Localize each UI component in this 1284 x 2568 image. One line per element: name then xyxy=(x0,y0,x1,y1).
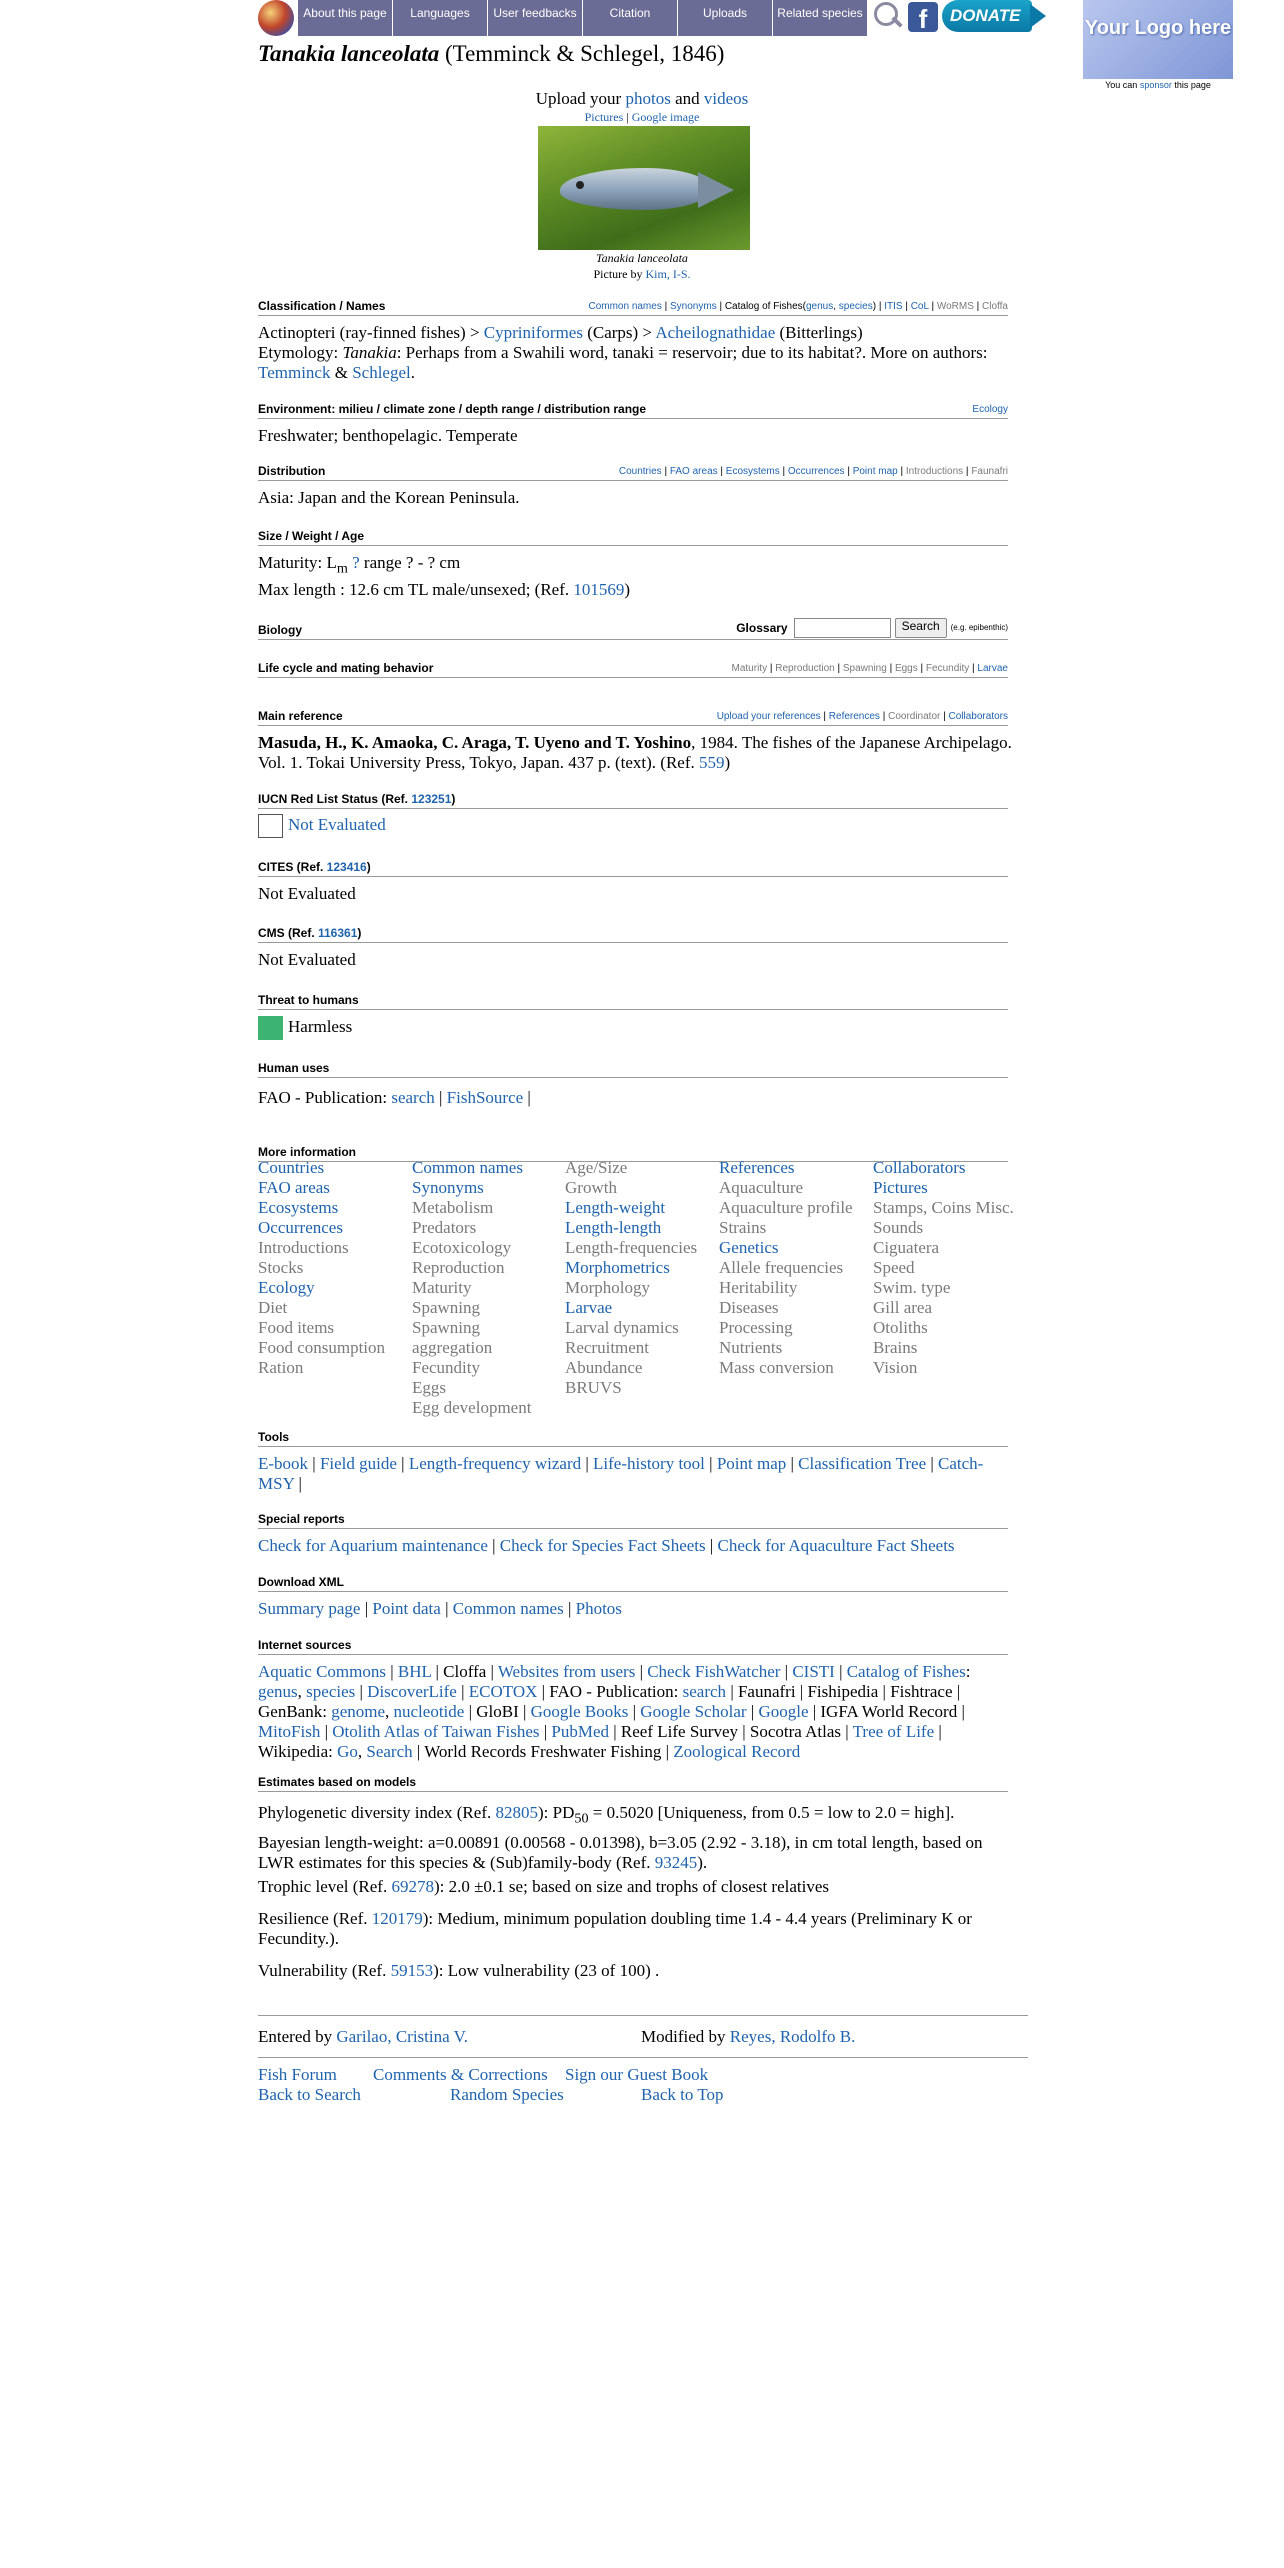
dist-point-map-link[interactable]: Point map xyxy=(852,466,898,477)
more-info-item: Metabolism xyxy=(412,1198,494,1217)
more-info-link[interactable]: Countries xyxy=(258,1158,325,1177)
resilience-ref-link[interactable]: 120179 xyxy=(371,1909,423,1928)
section-special-reports: Special reports xyxy=(258,1512,1008,1529)
section-internet-sources: Internet sources xyxy=(258,1638,1008,1655)
random-species-link[interactable]: Random Species xyxy=(450,2085,564,2104)
itis-link[interactable]: ITIS xyxy=(884,301,903,312)
more-info-item: Egg development xyxy=(412,1398,532,1417)
more-info-item: Speed xyxy=(873,1258,915,1277)
internet-source-text: | FAO - Publication: xyxy=(537,1682,683,1701)
estimate-bayesian: Bayesian length-weight: a=0.00891 (0.00568 - 0.01398), b=3.05 (2.92 - 3.18), in cm total length, based on LWR estimates for this species & (Sub)family-body (Ref. 93245). xyxy=(258,1833,983,1872)
more-info-item: Reproduction xyxy=(412,1258,505,1277)
photo-caption: Tanakia lanceolata Picture by Kim, I-S. xyxy=(593,251,691,281)
internet-source-link[interactable]: Google xyxy=(758,1702,809,1721)
aquaculture-check-link[interactable]: Check for Aquaculture Fact Sheets xyxy=(717,1536,955,1555)
internet-source-text: | xyxy=(320,1722,333,1741)
fao-search-link[interactable]: search xyxy=(391,1088,435,1107)
guest-book-link[interactable]: Sign our Guest Book xyxy=(565,2065,709,2084)
internet-source-link[interactable]: BHL xyxy=(397,1662,432,1681)
internet-source-link[interactable]: Google Books xyxy=(530,1702,629,1721)
more-info-item: Food consumption xyxy=(258,1338,386,1357)
tab-citation[interactable]: Citation xyxy=(583,0,678,36)
internet-sources-links xyxy=(258,1662,1028,1762)
aquarium-check-link[interactable]: Check for Aquarium maintenance xyxy=(258,1536,488,1555)
fishsource-link[interactable]: FishSource xyxy=(446,1088,524,1107)
more-info-item: Recruitment xyxy=(565,1338,650,1357)
more-info-item: Spawning xyxy=(412,1318,480,1337)
more-info-item: Heritability xyxy=(719,1278,798,1297)
more-info-item: Allele frequencies xyxy=(719,1258,844,1277)
internet-source-link[interactable]: Tree of Life xyxy=(852,1722,935,1741)
tab-user-feedbacks[interactable]: User feedbacks xyxy=(488,0,583,36)
search-icon[interactable] xyxy=(872,0,904,32)
back-to-search-link[interactable]: Back to Search xyxy=(258,2085,361,2104)
section-threat: Threat to humans xyxy=(258,993,1008,1010)
internet-source-text: | Reef Life Survey | Socotra Atlas | xyxy=(609,1722,853,1741)
internet-source-link[interactable]: MitoFish xyxy=(258,1722,321,1741)
more-info-column xyxy=(873,1158,1029,1378)
tool-point-map-link[interactable]: Point map xyxy=(716,1454,787,1473)
more-info-link[interactable]: Occurrences xyxy=(258,1218,343,1237)
internet-source-link[interactable]: Check FishWatcher xyxy=(647,1662,781,1681)
tool-field-guide-link[interactable]: Field guide xyxy=(319,1454,397,1473)
tool-life-history-link[interactable]: Life-history tool xyxy=(593,1454,705,1473)
fish-forum-link[interactable]: Fish Forum xyxy=(258,2065,337,2084)
trophic-ref-link[interactable]: 69278 xyxy=(391,1877,434,1896)
footer-divider-1 xyxy=(258,2015,1028,2016)
bay-ref-link[interactable]: 93245 xyxy=(654,1853,698,1872)
internet-source-link[interactable]: search xyxy=(682,1682,727,1701)
section-size: Size / Weight / Age xyxy=(258,529,1008,546)
xml-links: Summary page | Point data | Common names | Photos xyxy=(258,1599,622,1618)
more-info-item: Nutrients xyxy=(719,1338,783,1357)
more-info-item: Spawning xyxy=(412,1298,480,1317)
tools-links: E-book | Field guide | Length-frequency wizard | Life-history tool | Point map | Classification Tree | Catch- MSY | xyxy=(258,1454,984,1493)
upload-photos-link[interactable]: photos xyxy=(625,89,671,108)
author-temminck-link[interactable]: Temminck xyxy=(258,363,331,382)
internet-source-link[interactable]: PubMed xyxy=(551,1722,610,1741)
more-info-link[interactable]: Collaborators xyxy=(873,1158,966,1177)
more-info-item: Morphology xyxy=(565,1278,650,1297)
more-info-link[interactable]: Larvae xyxy=(565,1298,613,1317)
google-image-link[interactable]: Google image xyxy=(631,110,700,124)
ecology-link[interactable]: Ecology xyxy=(972,404,1008,415)
fishbase-globe-icon[interactable] xyxy=(258,0,294,36)
internet-source-text: | GloBI | xyxy=(464,1702,531,1721)
references-link[interactable]: References xyxy=(828,711,880,722)
maturity-link[interactable]: ? xyxy=(352,553,360,572)
internet-source-text: , xyxy=(357,1742,367,1761)
internet-source-text: | xyxy=(635,1662,648,1681)
tab-uploads[interactable]: Uploads xyxy=(678,0,773,36)
comments-corrections-link[interactable]: Comments & Corrections xyxy=(373,2065,548,2084)
more-info-link[interactable]: Length-weight xyxy=(565,1198,666,1217)
xml-summary-link[interactable]: Summary page xyxy=(258,1599,361,1618)
internet-source-link[interactable]: Catalog of Fishes xyxy=(846,1662,966,1681)
internet-source-link[interactable]: Aquatic Commons xyxy=(258,1662,386,1681)
estimate-phylo: Phylogenetic diversity index (Ref. 82805): $PD_{50} = 0.5020$ [Uniqueness, from 0.5 = low to 2.0 = high]. xyxy=(258,1803,955,1827)
internet-source-text: | xyxy=(934,1722,942,1741)
dist-fao-areas-link[interactable]: FAO areas xyxy=(669,466,718,477)
distribution-text: Asia: Japan and the Korean Peninsula. xyxy=(258,488,520,507)
species-author: (Temminck & Schlegel, 1846) xyxy=(439,41,725,66)
species-name: Tanakia lanceolata xyxy=(258,41,440,66)
harmless-color-box xyxy=(258,1016,283,1040)
iucn-status-link[interactable]: Not Evaluated xyxy=(288,814,386,834)
internet-source-link[interactable]: nucleotide xyxy=(393,1702,465,1721)
internet-source-link[interactable]: Websites from users xyxy=(497,1662,636,1681)
environment-text: Freshwater; benthopelagic. Temperate xyxy=(258,426,518,445)
more-info-link[interactable]: Length-length xyxy=(565,1218,662,1237)
cof-genus-link[interactable]: genus xyxy=(805,301,834,312)
common-names-link[interactable]: Common names xyxy=(588,301,662,312)
xml-point-data-link[interactable]: Point data xyxy=(372,1599,441,1618)
pictures-link[interactable]: Pictures xyxy=(584,110,624,124)
order-link[interactable]: Cypriniformes xyxy=(483,323,583,342)
modified-by: Modified by Reyes, Rodolfo B. xyxy=(641,2027,856,2046)
more-info-item: aggregation xyxy=(412,1338,493,1357)
internet-source-text: | xyxy=(539,1722,552,1741)
threat-status: Harmless xyxy=(258,1016,1028,1040)
species-photo[interactable] xyxy=(538,126,750,250)
section-distribution: Distribution Countries | FAO areas | Ecosystems | Occurrences | Point map | Introductions | Faunafri xyxy=(258,464,1008,481)
vulnerability-ref-link[interactable]: 59153 xyxy=(390,1961,434,1980)
tool-catch-msy-link[interactable]: Catch- xyxy=(938,1454,984,1473)
more-info-item: Processing xyxy=(719,1318,793,1337)
human-uses-text: FAO - Publication: search | FishSource | xyxy=(258,1088,531,1107)
internet-source-text: , xyxy=(385,1702,394,1721)
max-length-ref-link[interactable]: 101569 xyxy=(573,580,625,600)
more-info-item: Maturity xyxy=(412,1278,472,1297)
more-info-column xyxy=(412,1158,568,1418)
internet-source-link[interactable]: ECOTOX xyxy=(468,1682,538,1701)
more-info-item: Aquaculture xyxy=(719,1178,804,1197)
more-info-item: Larval dynamics xyxy=(565,1318,679,1337)
section-more-information: More information xyxy=(258,1145,1008,1162)
more-info-item: Stamps, Coins Misc. xyxy=(873,1198,1014,1217)
cms-status: Not Evaluated xyxy=(258,950,356,969)
facebook-icon[interactable]: f xyxy=(908,2,938,32)
internet-source-text: Wikipedia: xyxy=(258,1742,338,1761)
more-info-item: BRUVS xyxy=(565,1378,622,1397)
more-info-item: Food items xyxy=(258,1318,335,1337)
tool-lf-wizard-link[interactable]: Length-frequency wizard xyxy=(408,1454,582,1473)
more-info-link[interactable]: Synonyms xyxy=(412,1178,484,1197)
more-info-item: Ecotoxicology xyxy=(412,1238,512,1257)
internet-source-link[interactable]: Zoological Record xyxy=(673,1742,801,1761)
more-info-item: Brains xyxy=(873,1338,918,1357)
cites-status: Not Evaluated xyxy=(258,884,356,903)
internet-source-text: | World Records Freshwater Fishing | xyxy=(412,1742,674,1761)
section-iucn: IUCN Red List Status (Ref. 123251) xyxy=(258,792,1008,809)
internet-source-text: | xyxy=(746,1702,759,1721)
section-biology: Biology Glossary Search (e.g. epibenthic) xyxy=(258,622,1008,640)
more-info-item: Ciguatera xyxy=(873,1238,940,1257)
section-cites: CITES (Ref. 123416) xyxy=(258,860,1008,877)
tab-about[interactable]: About this page xyxy=(298,0,393,36)
more-info-link[interactable]: Ecology xyxy=(258,1278,315,1297)
entered-by: Entered by Garilao, Cristina V. xyxy=(258,2027,468,2046)
internet-source-text: | xyxy=(780,1662,793,1681)
more-info-item: Fecundity xyxy=(412,1358,480,1377)
synonyms-link[interactable]: Synonyms xyxy=(669,301,717,312)
sponsor-logo-placeholder[interactable]: Your Logo here xyxy=(1083,0,1233,79)
section-human-uses: Human uses xyxy=(258,1061,1008,1078)
internet-source-text: GenBank: xyxy=(258,1702,332,1721)
classification-text: Actinopteri (ray-finned fishes) > Cypriniformes (Carps) > Acheilognathidae (Bitterlings) Etymology: Tanakia: Perhaps from a Swahili word, tanaki = reservoir; due to its habitat?. More on authors: Temminck & Schlegel. xyxy=(258,323,988,382)
tool-ebook-link[interactable]: E-book xyxy=(258,1454,309,1473)
internet-source-text: | xyxy=(355,1682,368,1701)
xml-photos-link[interactable]: Photos xyxy=(575,1599,622,1618)
section-download-xml: Download XML xyxy=(258,1575,1008,1592)
more-info-item: Otoliths xyxy=(873,1318,928,1337)
estimate-vulnerability: Vulnerability (Ref. 59153): Low vulnerability (23 of 100) . xyxy=(258,1961,660,1980)
internet-source-link[interactable]: CISTI xyxy=(792,1662,835,1681)
internet-source-link[interactable]: genus xyxy=(258,1682,298,1701)
more-info-item: Strains xyxy=(719,1218,767,1237)
more-info-link[interactable]: Pictures xyxy=(873,1178,928,1197)
more-info-column xyxy=(565,1158,721,1398)
more-info-item: Diseases xyxy=(719,1298,779,1317)
more-info-item: Swim. type xyxy=(873,1278,951,1297)
section-tools: Tools xyxy=(258,1430,1008,1447)
iucn-ref-link[interactable]: 123251 xyxy=(411,792,452,806)
tab-languages[interactable]: Languages xyxy=(393,0,488,36)
more-info-item: Growth xyxy=(565,1178,617,1197)
more-info-item: Gill area xyxy=(873,1298,932,1317)
special-reports-links: Check for Aquarium maintenance | Check for Species Fact Sheets | Check for Aquaculture Fact Sheets xyxy=(258,1536,955,1555)
more-info-link[interactable]: References xyxy=(719,1158,795,1177)
tab-related-species[interactable]: Related species xyxy=(773,0,868,36)
internet-source-text: | xyxy=(834,1662,847,1681)
more-info-link[interactable]: Ecosystems xyxy=(258,1198,339,1217)
more-info-link[interactable]: FAO areas xyxy=(258,1178,330,1197)
internet-source-text: | IGFA World Record | xyxy=(808,1702,965,1721)
fact-sheets-check-link[interactable]: Check for Species Fact Sheets xyxy=(499,1536,706,1555)
iucn-status-box xyxy=(258,814,283,838)
photo-author-link[interactable]: Kim, I-S. xyxy=(645,267,691,281)
internet-source-text: | xyxy=(628,1702,641,1721)
internet-source-text: | xyxy=(456,1682,469,1701)
more-info-item: Introductions xyxy=(258,1238,349,1257)
section-classification: Classification / Names Common names | Synonyms | Catalog of Fishes(genus, species) | ITIS | CoL | WoRMS | Cloffa xyxy=(258,299,1008,316)
glossary-search-button[interactable]: Search xyxy=(895,618,947,638)
author-schlegel-link[interactable]: Schlegel xyxy=(352,363,411,382)
internet-source-link[interactable]: Search xyxy=(366,1742,413,1761)
more-info-item: Length-frequencies xyxy=(565,1238,698,1257)
internet-source-text: , xyxy=(297,1682,307,1701)
more-info-item: Abundance xyxy=(565,1358,643,1377)
more-info-item: Eggs xyxy=(412,1378,446,1397)
more-info-item: Mass conversion xyxy=(719,1358,834,1377)
main-ref-link[interactable]: 559 xyxy=(699,753,725,772)
more-info-item: Stocks xyxy=(258,1258,304,1277)
internet-source-text: | Faunafri | Fishipedia | Fishtrace | xyxy=(726,1682,961,1701)
donate-button[interactable]: DONATE xyxy=(942,0,1032,32)
internet-source-link[interactable]: Otolith Atlas of Taiwan Fishes xyxy=(332,1722,540,1741)
section-estimates: Estimates based on models xyxy=(258,1775,1008,1792)
dist-countries-link[interactable]: Countries xyxy=(618,466,662,477)
tool-catch-msy-link-2[interactable]: MSY xyxy=(258,1474,295,1493)
more-info-column xyxy=(719,1158,875,1378)
sponsor-link[interactable]: sponsor xyxy=(1139,80,1172,90)
internet-source-link[interactable]: Google Scholar xyxy=(640,1702,747,1721)
estimate-trophic: Trophic level (Ref. 69278): 2.0 ±0.1 se; based on size and trophs of closest relatives xyxy=(258,1877,830,1896)
entered-by-link[interactable]: Garilao, Cristina V. xyxy=(336,2027,468,2046)
dist-ecosystems-link[interactable]: Ecosystems xyxy=(725,466,780,477)
dist-occurrences-link[interactable]: Occurrences xyxy=(787,466,845,477)
xml-common-names-link[interactable]: Common names xyxy=(452,1599,564,1618)
internet-source-link[interactable]: Go xyxy=(337,1742,358,1761)
section-life-cycle: Life cycle and mating behavior Maturity | Reproduction | Spawning | Eggs | Fecundity | Larvae xyxy=(258,661,1008,678)
more-info-item: Age/Size xyxy=(565,1158,628,1177)
internet-source-text: | xyxy=(385,1662,398,1681)
modified-by-link[interactable]: Reyes, Rodolfo B. xyxy=(729,2027,856,2046)
internet-source-text: | Cloffa | xyxy=(431,1662,498,1681)
page-title xyxy=(258,40,724,68)
more-info-link[interactable]: Morphometrics xyxy=(565,1258,670,1277)
collaborators-link[interactable]: Collaborators xyxy=(948,711,1008,722)
iucn-status xyxy=(258,814,1028,838)
estimate-resilience: Resilience (Ref. 120179): Medium, minimum population doubling time 1.4 - 4.4 years (Preliminary K or Fecundity.). xyxy=(258,1909,972,1948)
more-info-item: Aquaculture profile xyxy=(719,1198,853,1217)
cms-ref-link[interactable]: 116361 xyxy=(318,926,358,940)
size-text: Maturity: $L_m$ ? range ? - ? cm Max length : 12.6 cm TL male/unsexed; (Ref. 101569) xyxy=(258,553,631,600)
internet-source-link[interactable]: genome xyxy=(331,1702,386,1721)
upload-media: Upload your photos and videos Pictures | Google image xyxy=(535,89,749,124)
main-reference-text: Masuda, H., K. Amaoka, C. Araga, T. Uyeno and T. Yoshino, 1984. The fishes of the Japanese Archipelago. Vol. 1. Tokai University Press, Tokyo, Japan. 437 p. (text). (Ref. 559) xyxy=(258,733,1012,772)
more-info-column xyxy=(258,1158,414,1378)
section-main-reference: Main reference Upload your references | References | Coordinator | Collaborators xyxy=(258,709,1008,726)
more-info-item: Sounds xyxy=(873,1218,924,1237)
pd-ref-link[interactable]: 82805 xyxy=(495,1803,538,1822)
more-info-item: Predators xyxy=(412,1218,477,1237)
internet-source-link[interactable]: species xyxy=(306,1682,356,1701)
more-info-link[interactable]: Common names xyxy=(412,1158,523,1177)
more-info-item: Diet xyxy=(258,1298,288,1317)
cof-species-link[interactable]: species xyxy=(838,301,873,312)
more-info-link[interactable]: Genetics xyxy=(719,1238,779,1257)
cites-ref-link[interactable]: 123416 xyxy=(326,860,367,874)
larvae-link[interactable]: Larvae xyxy=(977,663,1008,674)
glossary-search-input[interactable] xyxy=(794,618,891,638)
internet-source-text: : xyxy=(965,1662,971,1681)
internet-source-link[interactable]: DiscoverLife xyxy=(367,1682,457,1701)
back-to-top-link[interactable]: Back to Top xyxy=(641,2085,724,2104)
footer-divider-2 xyxy=(258,2057,1028,2058)
tool-classification-tree-link[interactable]: Classification Tree xyxy=(798,1454,927,1473)
section-environment: Environment: milieu / climate zone / depth range / distribution range Ecology xyxy=(258,402,1008,419)
upload-videos-link[interactable]: videos xyxy=(703,89,749,108)
col-link[interactable]: CoL xyxy=(910,301,929,312)
upload-references-link[interactable]: Upload your references xyxy=(716,711,821,722)
section-cms: CMS (Ref. 116361) xyxy=(258,926,1008,943)
more-info-item: Ration xyxy=(258,1358,304,1377)
more-info-item: Vision xyxy=(873,1358,918,1377)
top-navbar xyxy=(258,0,1032,36)
family-link[interactable]: Acheilognathidae xyxy=(655,323,776,342)
sponsor-note: You can sponsor this page xyxy=(1105,80,1211,90)
